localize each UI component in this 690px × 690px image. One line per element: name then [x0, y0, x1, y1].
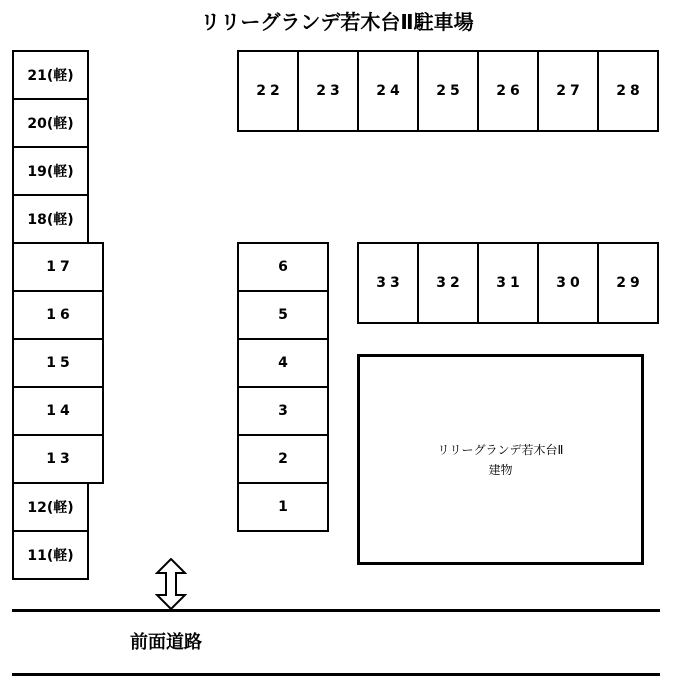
slot-label: 30	[556, 275, 584, 291]
slot-label: 5	[278, 307, 292, 323]
parking-slot-22[interactable]	[237, 50, 299, 132]
building	[357, 354, 644, 565]
parking-slot-28[interactable]	[597, 50, 659, 132]
parking-slot-17[interactable]	[12, 242, 104, 292]
slot-label: 17	[46, 259, 74, 275]
page-title: リリーグランデ若木台Ⅱ駐車場	[200, 10, 474, 34]
parking-slot-19[interactable]	[12, 146, 89, 196]
slot-label: 2	[278, 451, 292, 467]
parking-slot-2[interactable]	[237, 434, 329, 484]
slot-label: 15	[46, 355, 74, 371]
parking-slot-3[interactable]	[237, 386, 329, 436]
slot-label: 21(軽)	[27, 68, 74, 84]
slot-label: 6	[278, 259, 292, 275]
parking-slot-14[interactable]	[12, 386, 104, 436]
slot-label: 3	[278, 403, 292, 419]
parking-slot-27[interactable]	[537, 50, 599, 132]
parking-slot-20[interactable]	[12, 98, 89, 148]
slot-label: 23	[316, 83, 344, 99]
building-label: 建物	[488, 462, 513, 477]
parking-slot-11[interactable]	[12, 530, 89, 580]
parking-slot-29[interactable]	[597, 242, 659, 324]
parking-slot-15[interactable]	[12, 338, 104, 388]
building-name: リリーグランデ若木台Ⅱ	[437, 442, 564, 457]
parking-slot-31[interactable]	[477, 242, 539, 324]
parking-slot-4[interactable]	[237, 338, 329, 388]
parking-slot-21[interactable]	[12, 50, 89, 100]
slot-label: 32	[436, 275, 464, 291]
slot-label: 24	[376, 83, 404, 99]
parking-slot-23[interactable]	[297, 50, 359, 132]
parking-slot-32[interactable]	[417, 242, 479, 324]
parking-slot-6[interactable]	[237, 242, 329, 292]
parking-slot-1[interactable]	[237, 482, 329, 532]
slot-label: 16	[46, 307, 74, 323]
slot-label: 11(軽)	[27, 548, 74, 564]
parking-slot-33[interactable]	[357, 242, 419, 324]
slot-label: 20(軽)	[27, 116, 74, 132]
slot-label: 26	[496, 83, 524, 99]
parking-slot-25[interactable]	[417, 50, 479, 132]
slot-label: 27	[556, 83, 584, 99]
slot-label: 19(軽)	[27, 164, 74, 180]
slot-label: 25	[436, 83, 464, 99]
road-bottom-line	[12, 673, 660, 676]
slot-label: 14	[46, 403, 74, 419]
slot-label: 13	[46, 451, 74, 467]
parking-slot-12[interactable]	[12, 482, 89, 532]
slot-label: 29	[616, 275, 644, 291]
parking-slot-30[interactable]	[537, 242, 599, 324]
parking-slot-18[interactable]	[12, 194, 89, 244]
parking-slot-16[interactable]	[12, 290, 104, 340]
parking-slot-5[interactable]	[237, 290, 329, 340]
slot-label: 22	[256, 83, 284, 99]
slot-label: 28	[616, 83, 644, 99]
slot-label: 33	[376, 275, 404, 291]
road-top-line	[12, 609, 660, 612]
parking-slot-13[interactable]	[12, 434, 104, 484]
slot-label: 1	[278, 499, 292, 515]
parking-slot-26[interactable]	[477, 50, 539, 132]
slot-label: 4	[278, 355, 292, 371]
road-label: 前面道路	[130, 632, 202, 653]
double-arrow-icon	[155, 558, 187, 610]
parking-slot-24[interactable]	[357, 50, 419, 132]
slot-label: 31	[496, 275, 524, 291]
slot-label: 18(軽)	[27, 212, 74, 228]
slot-label: 12(軽)	[27, 500, 74, 516]
